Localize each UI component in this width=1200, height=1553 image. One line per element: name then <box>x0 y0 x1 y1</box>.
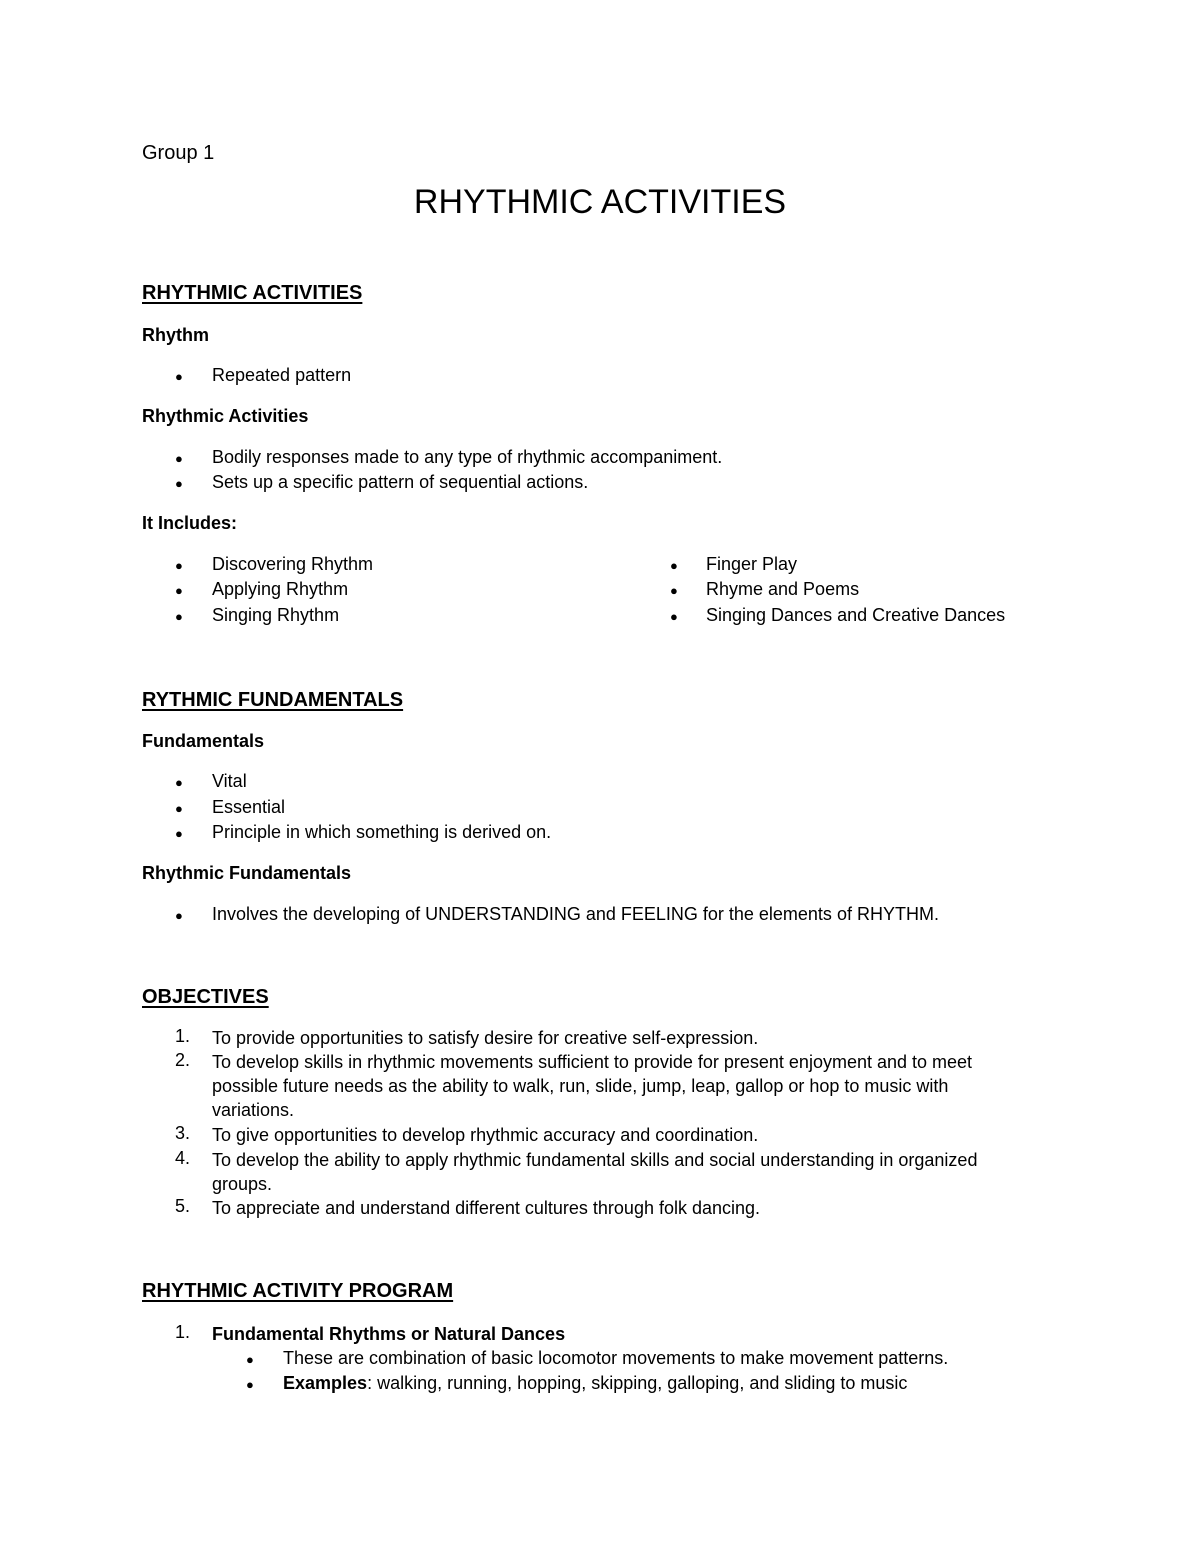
document-page: Group 1 RHYTHMIC ACTIVITIES RHYTHMIC ACTIVITIES Rhythm ● Repeated pattern Rhythmic Activities ● Bodily responses made to any type of rhythmic accompaniment. ● Sets up a specific pattern of sequential actions. It Includes: ● Discovering Rhythm ● Applying Rhythm ● Singing Rhythm ● Finger Play ● Rhyme and Poems ● Singing Dances and Creative Dances RYTHMIC FUNDAMENTALS Fundamentals ● Vital ● Essential ● Principle in which something is derived on. Rhythmic Fundamentals ● Involves the developing of UNDERSTANDING and FEELING for the elements of RHYTHM. OBJECTIVES 1. To provide opportunities to satisfy desire for creative self-expression. 2. To develop skills in rhythmic movements sufficient to provide for present enjoyment and to meet possible future needs as the ability to walk, run, slide, jump, leap, gallop or hop to music with variations. 3. To give opportunities to develop rhythmic accuracy and coordination. 4. To develop the ability to apply rhythmic fundamental skills and social understanding in organized groups. 5. To appreciate and understand different cultures through folk dancing. RHYTHMIC ACTIVITY PROGRAM 1. Fundamental Rhythms or Natural Dances ● These are combination of basic locomotor movements to make movement patterns. ● Examples: walking, running, hopping, skipping, galloping, and sliding to music <box>0 0 1200 1553</box>
bullet-icon: ● <box>175 583 183 598</box>
bullet-icon: ● <box>670 558 678 573</box>
bullet-icon: ● <box>175 609 183 624</box>
section-heading-rhythmic-activities: RHYTHMIC ACTIVITIES <box>142 282 363 304</box>
bullet-icon: ● <box>246 1352 254 1367</box>
bullet-icon: ● <box>246 1377 254 1392</box>
subheading-it-includes: It Includes: <box>142 513 238 533</box>
examples-text: : walking, running, hopping, skipping, galloping, and sliding to music <box>367 1373 908 1393</box>
bullet-icon: ● <box>175 801 183 816</box>
section-heading-rhythmic-activity-program: RHYTHMIC ACTIVITY PROGRAM <box>142 1280 454 1302</box>
bullet-icon: ● <box>175 369 183 384</box>
section-heading-rythmic-fundamentals: RYTHMIC FUNDAMENTALS <box>142 689 404 711</box>
subheading-rhythmic-activities: Rhythmic Activities <box>142 406 309 426</box>
bullet-icon: ● <box>175 908 183 923</box>
subheading-fundamentals: Fundamentals <box>142 731 265 751</box>
bullet-icon: ● <box>175 558 183 573</box>
subheading-rhythm: Rhythm <box>142 325 209 345</box>
bullet-icon: ● <box>670 609 678 624</box>
bullet-icon: ● <box>175 451 183 466</box>
subheading-rhythmic-fundamentals: Rhythmic Fundamentals <box>142 863 352 883</box>
section-heading-objectives: OBJECTIVES <box>142 986 269 1008</box>
bullet-icon: ● <box>175 826 183 841</box>
bullet-icon: ● <box>175 775 183 790</box>
bullet-icon: ● <box>175 476 183 491</box>
examples-label: Examples <box>283 1373 368 1393</box>
bullet-icon: ● <box>670 583 678 598</box>
group-label: Group 1 <box>142 142 215 164</box>
document-title: RHYTHMIC ACTIVITIES <box>413 183 787 221</box>
